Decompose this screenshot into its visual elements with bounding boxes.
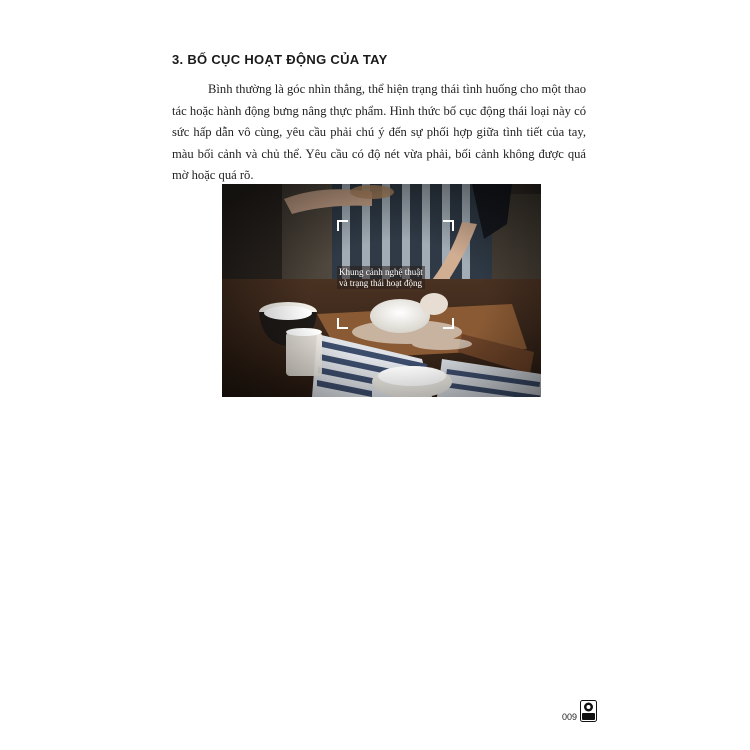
camera-icon <box>580 700 597 722</box>
focus-corner-top-right <box>443 220 454 231</box>
baking-photo <box>222 184 541 397</box>
focus-corner-bottom-left <box>337 318 348 329</box>
focus-corner-top-left <box>337 220 348 231</box>
body-paragraph <box>172 79 586 187</box>
page-number: 009 <box>562 712 578 722</box>
section-heading: 3. BỐ CỤC HOẠT ĐỘNG CỦA TAY <box>172 52 388 67</box>
photo-caption <box>337 266 425 289</box>
caption-line-2: và trạng thái hoạt động <box>339 277 422 288</box>
focus-corner-bottom-right <box>443 318 454 329</box>
caption-line-1: Khung cảnh nghệ thuật <box>339 267 423 277</box>
photo-illustration <box>222 184 541 397</box>
paragraph-text: Bình thường là góc nhìn thẳng, thể hiện trạng thái tình huống cho một thao tác hoặc hành động bưng nâng thực phẩm. Hình thức bố cục động thái loại này có sức hấp dẫn vô cùng, yêu cầu phải chú ý đến sự phối hợp giữa tình tiết của tay, màu bối cảnh và chủ thể. Yêu cầu có độ nét vừa phải, bối cảnh không được quá mờ hoặc quá rõ. <box>172 82 586 182</box>
